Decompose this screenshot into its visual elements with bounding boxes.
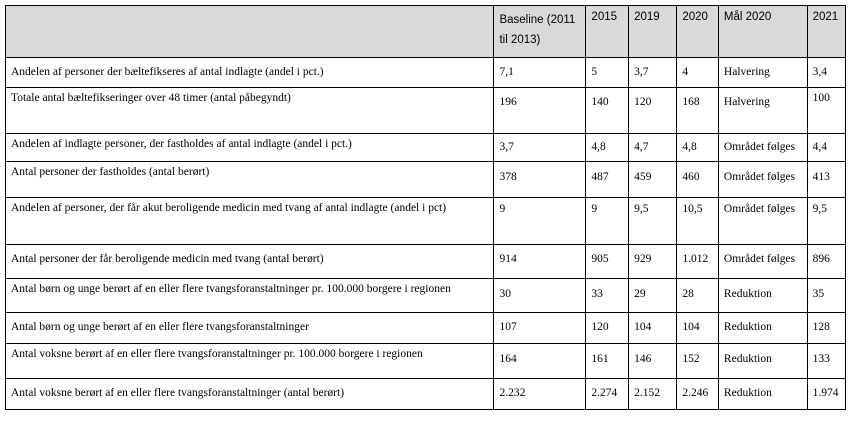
goal-cell: Reduktion <box>718 279 807 313</box>
value-cell: 196 <box>494 88 586 134</box>
table-row <box>6 344 846 379</box>
value-cell: 905 <box>586 245 629 279</box>
table-row <box>6 198 846 245</box>
value-cell: 161 <box>586 344 629 379</box>
value-cell: 10,5 <box>677 198 719 245</box>
value-cell: 164 <box>494 344 586 379</box>
value-cell: 4,8 <box>586 134 629 162</box>
value-cell: 120 <box>586 313 629 344</box>
value-cell: 2.246 <box>677 379 719 410</box>
value-cell: 2.152 <box>629 379 677 410</box>
goal-cell: Området følges <box>718 134 807 162</box>
value-cell: 9 <box>586 198 629 245</box>
indicator-cell: Andelen af indlagte personer, der fastholdes af antal indlagte (andel i pct.) <box>6 134 494 162</box>
header-goal-2020: Mål 2020 <box>718 6 807 58</box>
goal-cell: Halvering <box>718 58 807 88</box>
value-cell: 4 <box>677 58 719 88</box>
indicator-cell: Antal børn og unge berørt af en eller flere tvangsforanstaltninger pr. 100.000 borgere i regionen <box>6 279 494 313</box>
value-cell: 7,1 <box>494 58 586 88</box>
value-cell: 4,8 <box>677 134 719 162</box>
value-cell: 104 <box>677 313 719 344</box>
header-row <box>6 6 846 58</box>
value-cell: 104 <box>629 313 677 344</box>
value-cell: 460 <box>677 162 719 198</box>
value-cell: 9,5 <box>807 198 845 245</box>
indicator-cell: Andelen af personer der bæltefikseres af antal indlagte (andel i pct.) <box>6 58 494 88</box>
value-cell: 929 <box>629 245 677 279</box>
indicator-cell: Antal voksne berørt af en eller flere tvangsforanstaltninger pr. 100.000 borgere i regionen <box>6 344 494 379</box>
goal-cell: Området følges <box>718 198 807 245</box>
value-cell: 128 <box>807 313 845 344</box>
table-row <box>6 88 846 134</box>
value-cell: 33 <box>586 279 629 313</box>
value-cell: 107 <box>494 313 586 344</box>
value-cell: 1.974 <box>807 379 845 410</box>
value-cell: 914 <box>494 245 586 279</box>
header-2015: 2015 <box>586 6 629 58</box>
table-row <box>6 162 846 198</box>
indicator-cell: Antal personer der fastholdes (antal berørt) <box>6 162 494 198</box>
value-cell: 896 <box>807 245 845 279</box>
value-cell: 133 <box>807 344 845 379</box>
table-row <box>6 379 846 410</box>
value-cell: 413 <box>807 162 845 198</box>
value-cell: 378 <box>494 162 586 198</box>
header-baseline: Baseline (2011 til 2013) <box>494 6 586 58</box>
goal-cell: Området følges <box>718 162 807 198</box>
value-cell: 4,7 <box>629 134 677 162</box>
value-cell: 120 <box>629 88 677 134</box>
indicator-cell: Andelen af personer, der får akut beroligende medicin med tvang af antal indlagte (andel i pct) <box>6 198 494 245</box>
header-indicator <box>6 6 494 58</box>
value-cell: 2.232 <box>494 379 586 410</box>
goal-cell: Reduktion <box>718 344 807 379</box>
value-cell: 35 <box>807 279 845 313</box>
value-cell: 168 <box>677 88 719 134</box>
value-cell: 1.012 <box>677 245 719 279</box>
table-row <box>6 279 846 313</box>
value-cell: 30 <box>494 279 586 313</box>
goal-cell: Området følges <box>718 245 807 279</box>
header-2020: 2020 <box>677 6 719 58</box>
header-2021: 2021 <box>807 6 845 58</box>
value-cell: 5 <box>586 58 629 88</box>
value-cell: 146 <box>629 344 677 379</box>
value-cell: 28 <box>677 279 719 313</box>
value-cell: 9 <box>494 198 586 245</box>
goal-cell: Halvering <box>718 88 807 134</box>
indicator-cell: Antal personer der får beroligende medicin med tvang (antal berørt) <box>6 245 494 279</box>
goal-cell: Reduktion <box>718 379 807 410</box>
table-row <box>6 134 846 162</box>
value-cell: 140 <box>586 88 629 134</box>
header-2019: 2019 <box>629 6 677 58</box>
value-cell: 459 <box>629 162 677 198</box>
indicator-cell: Totale antal bæltefikseringer over 48 timer (antal påbegyndt) <box>6 88 494 134</box>
value-cell: 29 <box>629 279 677 313</box>
indicator-cell: Antal voksne berørt af en eller flere tvangsforanstaltninger (antal berørt) <box>6 379 494 410</box>
value-cell: 3,7 <box>494 134 586 162</box>
goal-cell: Reduktion <box>718 313 807 344</box>
value-cell: 9,5 <box>629 198 677 245</box>
indicator-cell: Antal børn og unge berørt af en eller flere tvangsforanstaltninger <box>6 313 494 344</box>
value-cell: 487 <box>586 162 629 198</box>
coercion-statistics-table <box>5 5 846 410</box>
table-row <box>6 58 846 88</box>
table-row <box>6 313 846 344</box>
value-cell: 3,4 <box>807 58 845 88</box>
table-row <box>6 245 846 279</box>
value-cell: 100 <box>807 88 845 134</box>
value-cell: 4,4 <box>807 134 845 162</box>
value-cell: 152 <box>677 344 719 379</box>
value-cell: 2.274 <box>586 379 629 410</box>
value-cell: 3,7 <box>629 58 677 88</box>
